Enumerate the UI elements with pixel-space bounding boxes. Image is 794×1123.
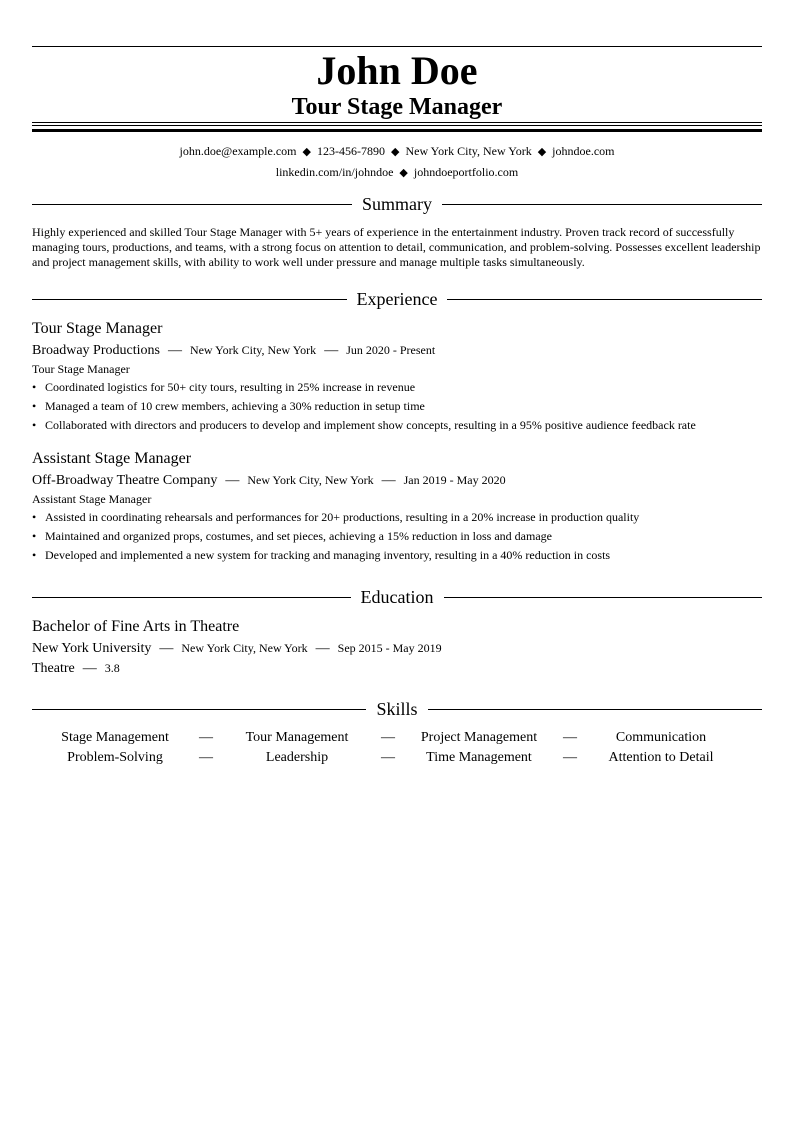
education-field: Theatre: [32, 661, 75, 676]
bullet-text: Managed a team of 10 crew members, achieving a 30% reduction in setup time: [45, 399, 425, 413]
heading-rule: [442, 204, 762, 205]
skills-heading-label: Skills: [376, 699, 418, 719]
education-gpa: 3.8: [104, 661, 120, 675]
job-title: Assistant Stage Manager: [32, 450, 192, 467]
dash-separator: —: [82, 661, 97, 676]
bullet-icon: •: [32, 529, 37, 543]
skill-separator: —: [563, 730, 577, 745]
job-title: Tour Stage Manager: [32, 320, 163, 337]
heading-rule: [444, 597, 763, 598]
education-heading: [32, 586, 762, 608]
job-bullets: [32, 378, 762, 435]
contact-portfolio[interactable]: johndoeportfolio.com: [413, 165, 519, 179]
dash-separator: —: [381, 473, 396, 488]
list-item: [32, 397, 762, 416]
job-location: New York City, New York: [247, 473, 374, 487]
skill-item: Leadership: [265, 750, 329, 765]
bullet-text: Collaborated with directors and producers to develop and implement show concepts, resulting in a 95% positive audience feedback rate: [45, 418, 696, 432]
skill-item: Time Management: [426, 750, 532, 765]
education-field-line: [32, 659, 120, 678]
contact-phone[interactable]: 123-456-7890: [316, 144, 385, 158]
job-meta: [32, 471, 506, 490]
bullet-icon: •: [32, 418, 37, 432]
education-meta: [32, 639, 442, 658]
diamond-separator-icon: ◆: [302, 146, 311, 158]
school-name: New York University: [32, 641, 152, 656]
bullet-text: Maintained and organized props, costumes, and set pieces, achieving a 15% reduction in loss and damage: [45, 529, 552, 543]
dash-separator: —: [159, 641, 174, 656]
experience-heading-label: Experience: [356, 289, 438, 309]
heading-rule: [32, 709, 366, 710]
dash-separator: —: [324, 343, 339, 358]
skills-row: [32, 748, 762, 768]
experience-heading: [32, 288, 762, 310]
candidate-name: John Doe: [316, 48, 478, 93]
heading-rule: [32, 299, 347, 300]
contact-website[interactable]: johndoe.com: [552, 144, 615, 158]
summary-text: Highly experienced and skilled Tour Stage Manager with 5+ years of experience in the entertainment industry. Proven track record of successfully managing tours, productions, and teams, with a strong focus on attention to detail, communication, and problem-solving. Possesses excellent leadership and project management skills, with ability to work well under pressure and manage multiple tasks simultaneously.: [32, 225, 761, 269]
job-company: Off-Broadway Theatre Company: [32, 473, 218, 488]
skills-row: [32, 728, 762, 748]
skill-item: Stage Management: [61, 730, 169, 745]
school-dates: Sep 2015 - May 2019: [337, 641, 442, 655]
job-dates: Jan 2019 - May 2020: [403, 473, 506, 487]
contact-linkedin[interactable]: linkedin.com/in/johndoe: [275, 165, 394, 179]
bullet-text: Assisted in coordinating rehearsals and performances for 20+ productions, resulting in a 20% increase in production quality: [45, 510, 640, 524]
diamond-separator-icon: ◆: [390, 146, 400, 158]
bullet-text: Coordinated logistics for 50+ city tours, resulting in 25% increase in revenue: [45, 380, 416, 394]
job-bullets: [32, 508, 762, 565]
skill-separator: —: [563, 750, 577, 765]
contact-email[interactable]: john.doe@example.com: [179, 144, 297, 158]
job-location: New York City, New York: [189, 343, 317, 357]
list-item: [32, 546, 762, 565]
skills-heading: [32, 698, 762, 720]
diamond-separator-icon: ◆: [537, 146, 547, 158]
heading-rule: [447, 299, 762, 300]
job-company: Broadway Productions: [32, 343, 160, 358]
skill-item: Problem-Solving: [67, 750, 163, 765]
candidate-title: Tour Stage Manager: [291, 94, 503, 120]
diamond-separator-icon: ◆: [399, 167, 408, 179]
education-heading-label: Education: [360, 587, 434, 607]
bullet-icon: •: [32, 399, 37, 413]
bullet-icon: •: [32, 510, 37, 524]
skill-item: Attention to Detail: [608, 750, 714, 765]
bullet-icon: •: [32, 548, 37, 562]
header-rule-mid: [32, 125, 762, 126]
list-item: [32, 378, 762, 397]
job-role: Tour Stage Manager: [32, 362, 130, 376]
skill-separator: —: [381, 750, 395, 765]
skill-separator: —: [199, 750, 213, 765]
skill-item: Tour Management: [245, 730, 349, 745]
heading-rule: [32, 597, 351, 598]
list-item: [32, 527, 762, 546]
skill-separator: —: [381, 730, 395, 745]
heading-rule: [428, 709, 762, 710]
skill-item: Communication: [615, 730, 707, 745]
job-meta: [32, 341, 435, 360]
summary-heading: [32, 193, 762, 215]
header-rule-thick: [32, 129, 762, 132]
contact-location: New York City, New York: [405, 144, 532, 158]
list-item: [32, 508, 762, 527]
list-item: [32, 416, 762, 435]
summary-heading-label: Summary: [362, 194, 432, 214]
job-role: Assistant Stage Manager: [32, 492, 152, 506]
job-dates: Jun 2020 - Present: [346, 343, 436, 357]
heading-rule: [32, 204, 352, 205]
contact-line-1: [32, 143, 762, 160]
school-location: New York City, New York: [181, 641, 308, 655]
skill-separator: —: [199, 730, 213, 745]
skills-grid: [32, 728, 762, 768]
dash-separator: —: [225, 473, 240, 488]
degree-title: Bachelor of Fine Arts in Theatre: [32, 618, 240, 635]
top-rule: [32, 46, 762, 47]
contact-line-2: [32, 164, 762, 181]
header-rule-thin: [32, 122, 762, 123]
skill-item: Project Management: [420, 730, 538, 745]
dash-separator: —: [315, 641, 330, 656]
bullet-text: Developed and implemented a new system for tracking and managing inventory, resulting in a 40% reduction in costs: [45, 548, 611, 562]
bullet-icon: •: [32, 380, 37, 394]
dash-separator: —: [167, 343, 182, 358]
